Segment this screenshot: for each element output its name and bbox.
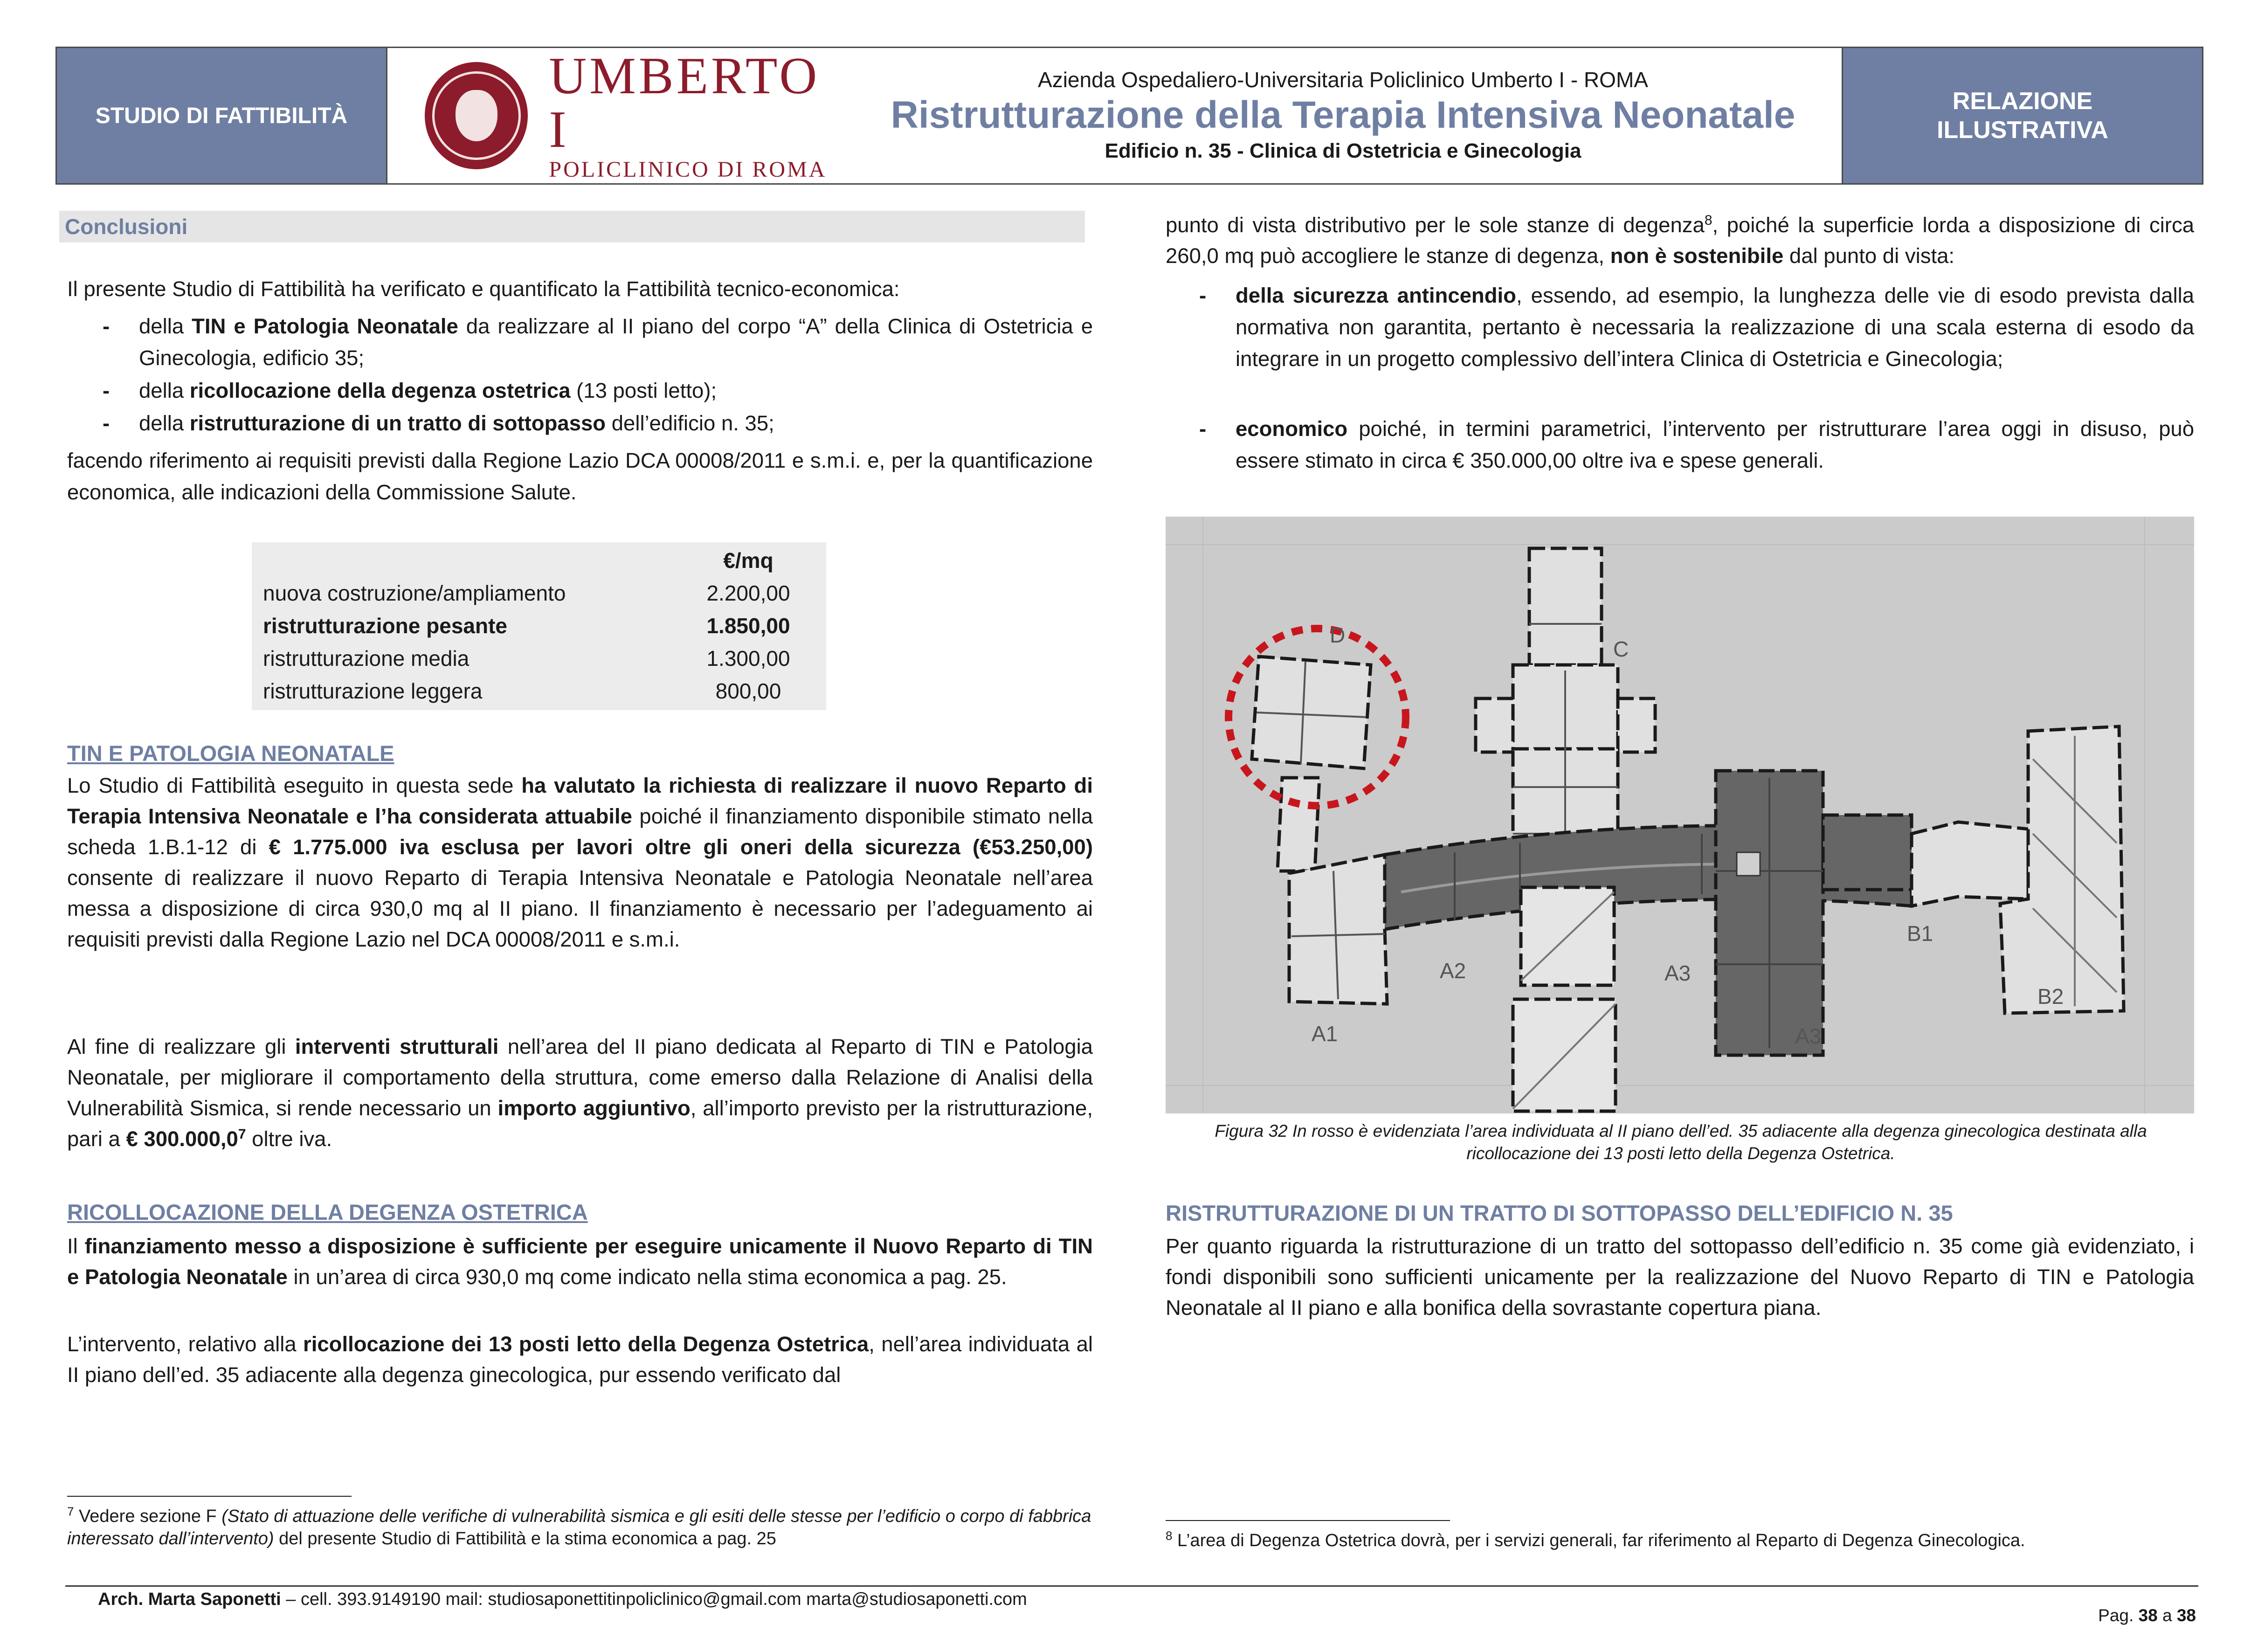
list-item: - economico poiché, in termini parametrici, l’intervento per ristrutturare l’area oggi in disuso, può essere stimato in circa € 350.000,00 oltre iva e spese generali. bbox=[1199, 417, 2194, 472]
list-item: - della ricollocazione della degenza ostetrica (13 posti letto); bbox=[103, 379, 717, 402]
sottopasso-paragraph: Per quanto riguarda la ristrutturazione di un tratto del sottopasso dell’edificio n. 35 come già evidenziato, i fondi disponibili sono sufficienti unicamente per la realizzazione del Nuovo Reparto di TIN e Patologia Neonatale al II piano e alla bonifica della sovrastante copertura piana. bbox=[1166, 1234, 2194, 1320]
label-d: D bbox=[1330, 623, 1346, 647]
list-item: - della sicurezza antincendio, essendo, ad esempio, la lunghezza delle vie di esodo prevista dalla normativa non garantita, pertanto è necessaria la realizzazione di una scala esterna di esodo da integrare in un progetto complessivo dell’intera Clinica di Ostetricia e Ginecologia; bbox=[1199, 283, 2194, 371]
table-row: ristrutturazione pesante 1.850,00 bbox=[263, 614, 790, 638]
page-number: Pag. 38 a 38 bbox=[2098, 1606, 2196, 1625]
tin-paragraph-2: Al fine di realizzare gli interventi strutturali nell’area del II piano dedicata al Reparto di TIN e Patologia Neonatale, per migliorare il comportamento della struttura, come emerso dalla Relazione di Analisi della Vulnerabilità Sismica, si rende necessario un importo aggiuntivo, all’importo previsto per la ristrutturazione, pari a € 300.000,0$^7$ oltre iva. bbox=[67, 1035, 1093, 1151]
footer-contacts: Arch. Marta Saponetti – cell. 393.9149190 mail: studiosaponettitinpoliclinico@gmail.com marta@studiosaponetti.com bbox=[98, 1590, 1027, 1609]
label-a1: A1 bbox=[1312, 1022, 1338, 1046]
heading-tin: TIN E PATOLOGIA NEONATALE bbox=[67, 741, 394, 766]
header-institution: Azienda Ospedaliero-Universitaria Policlinico Umberto I - ROMA bbox=[1038, 68, 1648, 92]
after-bullets-paragraph: facendo riferimento ai requisiti previsti dalla Regione Lazio DCA 00008/2011 e s.m.i. e, per la quantificazione economica, alle indicazioni della Commissione Salute. bbox=[67, 449, 1093, 504]
figure-caption: Figura 32 In rosso è evidenziata l’area individuata al II piano dell’ed. 35 adiacente alla degenza ginecologica destinata alla ricollocazione dei 13 posti letto della Degenza Ostetrica. bbox=[1215, 1121, 2147, 1163]
label-c: C bbox=[1613, 637, 1629, 661]
continued-paragraph: punto di vista distributivo per le sole stanze di degenza$^8$, poiché la superficie lorda a disposizione di circa 260,0 mq può accogliere le stanze di degenza, non è sostenibile dal punto di vista: bbox=[1166, 212, 2194, 268]
table-row: ristrutturazione leggera 800,00 bbox=[263, 679, 781, 703]
footer-author: Arch. Marta Saponetti bbox=[98, 1590, 281, 1609]
label-b1: B1 bbox=[1907, 921, 1933, 946]
floor-plan-figure bbox=[1166, 517, 2194, 1113]
section-title-conclusioni: Conclusioni bbox=[59, 211, 1085, 242]
label-a3-b: A3 bbox=[1795, 1024, 1822, 1048]
page-header bbox=[55, 47, 2203, 185]
header-left-label: STUDIO DI FATTIBILITÀ bbox=[57, 48, 387, 183]
header-project-title: Ristrutturazione della Terapia Intensiva Neonatale bbox=[891, 94, 1795, 136]
header-right-label bbox=[1842, 48, 2202, 183]
label-a2: A2 bbox=[1440, 959, 1466, 983]
logo-seal-icon bbox=[425, 62, 528, 169]
heading-ricollocazione: RICOLLOCAZIONE DELLA DEGENZA OSTETRICA bbox=[67, 1200, 588, 1224]
price-table bbox=[252, 542, 826, 710]
central-block bbox=[1513, 887, 1616, 1111]
header-right-label-1: RELAZIONE bbox=[1952, 88, 2093, 115]
header-right-label-2: ILLUSTRATIVA bbox=[1937, 117, 2108, 144]
ricoll-paragraph-1: Il finanziamento messo a disposizione è sufficiente per eseguire unicamente il Nuovo Reparto di TIN e Patologia Neonatale in un’area di circa 930,0 mq come indicato nella stima economica a pag. 25. bbox=[67, 1234, 1093, 1289]
footer-rule bbox=[65, 1585, 2198, 1587]
header-center bbox=[844, 48, 1842, 183]
header-logo bbox=[387, 48, 844, 183]
list-item: - della TIN e Patologia Neonatale da realizzare al II piano del corpo “A” della Clinica di Ostetricia e Ginecologia, edificio 35; bbox=[103, 314, 1093, 370]
label-a3-a: A3 bbox=[1664, 961, 1691, 985]
footnote-rule bbox=[1166, 1520, 1450, 1521]
logo-title: UMBERTO I bbox=[549, 47, 820, 159]
tin-paragraph-1: Lo Studio di Fattibilità eseguito in questa sede ha valutato la richiesta di realizzare il nuovo Reparto di Terapia Intensiva Neonatale e l’ha considerata attuabile poiché il finanziamento disponibile stimato nella scheda 1.B.1-12 di € 1.775.000 iva esclusa per lavori oltre gli oneri della sicurezza (€53.250,00) consente di realizzare il nuovo Reparto di Terapia Intensiva Neonatale e Patologia Neonatale nell’area messa a disposizione di circa 930,0 mq al II piano. Il finanziamento è necessario per l’adeguamento ai requisiti previsti dalla Regione Lazio nel DCA 00008/2011 e s.m.i. bbox=[67, 774, 1093, 951]
intro-paragraph: Il presente Studio di Fattibilità ha verificato e quantificato la Fattibilità tecnico-economica: bbox=[67, 277, 900, 301]
list-item: - della ristrutturazione di un tratto di sottopasso dell’edificio n. 35; bbox=[103, 411, 774, 435]
footnote-rule bbox=[67, 1496, 352, 1497]
table-row: nuova costruzione/ampliamento 2.200,00 bbox=[263, 581, 790, 605]
table-header-cell: €/mq bbox=[723, 548, 773, 573]
footnote-8: $^8$ L’area di Degenza Ostetrica dovrà, per i servizi generali, far riferimento al Reparto di Degenza Ginecologica. bbox=[1166, 1528, 2025, 1550]
floor-plan-svg bbox=[1166, 517, 2194, 1113]
ricoll-paragraph-2: L’intervento, relativo alla ricollocazione dei 13 posti letto della Degenza Ostetrica, nell’area individuata al II piano dell’ed. 35 adiacente alla degenza ginecologica, pur essendo verificato dal bbox=[67, 1332, 1093, 1387]
footnote-7: $^7$ Vedere sezione F (Stato di attuazione delle verifiche di vulnerabilità sismica e gli esiti delle stesse per l’edificio o corpo di fabbrica interessato dall’intervento) del presente Studio di Fattibilità e la stima economica a pag. 25 bbox=[67, 1504, 1091, 1548]
heading-sottopasso: RISTRUTTURAZIONE DI UN TRATTO DI SOTTOPASSO DELL’EDIFICIO N. 35 bbox=[1166, 1201, 1953, 1225]
logo-subtitle: POLICLINICO DI ROMA bbox=[549, 157, 827, 182]
header-building: Edificio n. 35 - Clinica di Ostetricia e Ginecologia bbox=[1105, 139, 1581, 162]
label-b2: B2 bbox=[2037, 984, 2064, 1009]
table-row: ristrutturazione media 1.300,00 bbox=[263, 646, 790, 670]
wing-b1 bbox=[1912, 822, 2028, 906]
